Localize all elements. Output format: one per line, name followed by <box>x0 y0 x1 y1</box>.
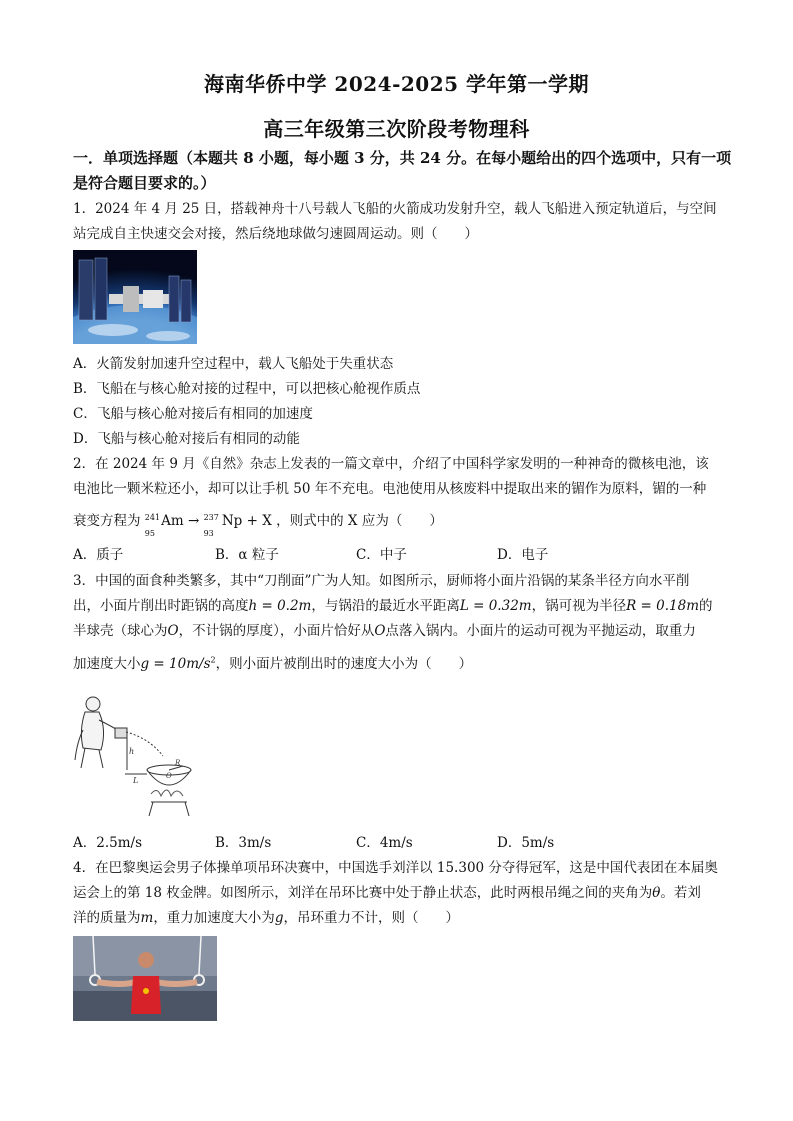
q2-stem-line3 <box>73 509 443 538</box>
q3-option-d: D．5m/s <box>497 835 555 851</box>
mass-symbol: m <box>140 910 154 926</box>
point-o-2: O <box>374 623 386 639</box>
q1-stem-line2: 站完成自主快速交会对接，然后绕地球做匀速圆周运动。则（ ） <box>73 226 478 242</box>
exam-title: 海南华侨中学 2024-2025 学年第一学期 <box>203 72 590 96</box>
q3-stem-line1: 3．中国的面食种类繁多，其中“刀削面”广为人知。如图所示，厨师将小面片沿锅的某条半径方向水平削 <box>73 573 690 589</box>
q4-stem-line2 <box>73 881 701 901</box>
q3-stem-line4 <box>73 652 472 672</box>
L-equation: L = 0.32m <box>459 598 532 614</box>
am-atomic-number: 95 <box>144 528 155 538</box>
q4-text-3c: ，吊环重力不计，则（ ） <box>283 910 459 926</box>
q3-text-2b: ，与锅沿的最近水平距离 <box>311 598 460 614</box>
q3-text-3b: ，不计锅的厚度），小面片恰好从 <box>178 623 375 639</box>
q4-stem-line1: 4．在巴黎奥运会男子体操单项吊环决赛中，中国选手刘洋以 15.300 分夺得冠军，这是中国代表团在本届奥 <box>73 860 718 876</box>
q4-text-3a: 洋的质量为 <box>73 910 141 926</box>
gymnast-rings-image <box>73 936 217 1021</box>
exam-subtitle: 高三年级第三次阶段考物理科 <box>263 117 530 141</box>
q2-option-a: A．质子 <box>73 547 124 563</box>
plus-x: + X <box>246 513 272 529</box>
space-station-image <box>73 250 197 344</box>
am-symbol: Am <box>161 513 184 529</box>
q2-prefix: 衰变方程为 <box>73 513 141 529</box>
gravity-symbol: g <box>274 910 284 926</box>
q4-text-3b: ，重力加速度大小为 <box>153 910 275 926</box>
q4-stem-line3 <box>73 906 459 926</box>
q2-stem-line2: 电池比一颗米粒还小，却可以让手机 50 年不充电。电池使用从核废料中提取出来的镅作为原料，镅的一种 <box>73 481 707 497</box>
q2-suffix: ，则式中的 X 应为（ ） <box>276 513 443 529</box>
q1-option-c: C．飞船与核心舱对接后有相同的加速度 <box>73 406 313 422</box>
q3-text-2d: 的 <box>699 598 713 614</box>
h-equation: h = 0.2m <box>248 598 312 614</box>
q3-stem-line3 <box>73 619 696 639</box>
decay-arrow: → <box>187 513 200 529</box>
theta-symbol: θ <box>652 885 661 901</box>
q3-stem-line2 <box>73 594 713 614</box>
q3-text-3a: 半球壳（球心为 <box>73 623 168 639</box>
label-R: R <box>175 759 181 767</box>
q1-stem-line1: 1．2024 年 4 月 25 日，搭载神舟十八号载人飞船的火箭成功发射升空，载人飞船进入预定轨道后，与空间 <box>73 201 717 217</box>
q3-text-4a: 加速度大小 <box>73 656 141 672</box>
np-symbol: Np <box>221 513 243 529</box>
label-O: O <box>166 772 172 780</box>
q3-text-2a: 出，小面片削出时距锅的高度 <box>73 598 249 614</box>
q4-text-2a: 运会上的第 18 枚金牌。如图所示，刘洋在吊环比赛中处于静止状态，此时两根吊绳之间的夹角为 <box>73 885 653 901</box>
am-mass-number: 241 <box>144 512 161 522</box>
label-h: h <box>129 747 135 756</box>
section-heading: 一．单项选择题（本题共 8 小题，每小题 3 分，共 24 分。在每小题给出的四个选项中，只有一项是符合题目要求的。） <box>73 149 732 192</box>
np-atomic-number: 93 <box>203 528 214 538</box>
q2-option-c: C．中子 <box>356 547 407 563</box>
q4-text-2b: 。若刘 <box>660 885 701 901</box>
q1-option-b: B．飞船在与核心舱对接的过程中，可以把核心舱视作质点 <box>73 381 421 397</box>
q2-option-d: D．电子 <box>497 547 549 563</box>
q2-stem-line1: 2．在 2024 年 9 月《自然》杂志上发表的一篇文章中，介绍了中国科学家发明的一种神奇的微核电池，该 <box>73 456 709 472</box>
q2-option-b: B．α 粒子 <box>215 547 279 563</box>
q3-option-a: A．2.5m/s <box>73 835 142 851</box>
noodle-chef-figure <box>71 690 197 818</box>
q3-text-2c: ，锅可视为半径 <box>531 598 627 614</box>
q3-text-4b: ，则小面片被削出时的速度大小为（ ） <box>215 656 473 672</box>
label-L: L <box>133 776 139 785</box>
q1-option-d: D．飞船与核心舱对接后有相同的动能 <box>73 431 300 447</box>
q3-option-c: C．4m/s <box>356 835 413 851</box>
q3-option-b: B．3m/s <box>215 835 272 851</box>
g-exponent: 2 <box>210 655 216 665</box>
np-mass-number: 237 <box>203 512 219 522</box>
R-equation: R = 0.18m <box>626 598 699 614</box>
q1-option-a: A．火箭发射加速升空过程中，载人飞船处于失重状态 <box>73 356 394 372</box>
q3-text-3c: 点落入锅内。小面片的运动可视为平抛运动，取重力 <box>385 623 696 639</box>
point-o-1: O <box>167 623 179 639</box>
g-equation: g = 10m/s <box>140 656 211 672</box>
